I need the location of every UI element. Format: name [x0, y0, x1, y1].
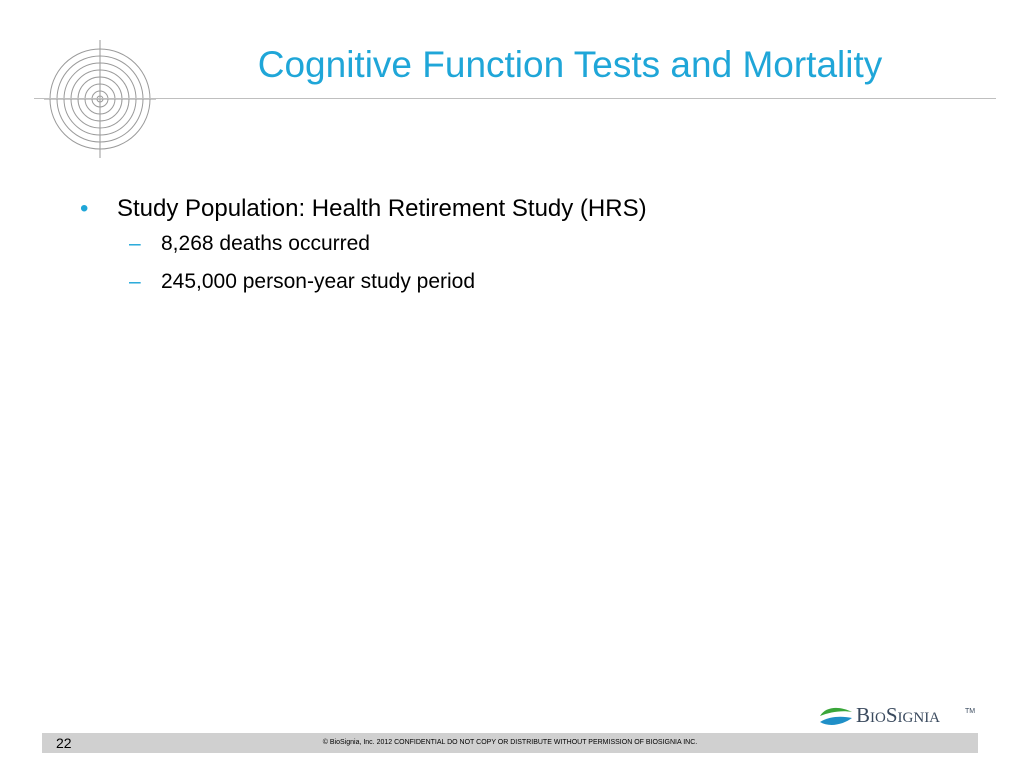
page-number: 22	[56, 735, 72, 751]
footer-bar	[42, 733, 978, 753]
logo-wordmark: BIOSIGNIA	[856, 703, 941, 727]
bullet-text: Study Population: Health Retirement Study (HRS)	[117, 195, 647, 222]
slide-title: Cognitive Function Tests and Mortality	[257, 44, 883, 85]
sub-bullet-item	[80, 229, 960, 267]
sub-bullet-text: 8,268 deaths occurred	[161, 232, 370, 255]
bullet-list	[80, 193, 960, 305]
biosignia-logo	[818, 700, 978, 734]
bullet-item	[80, 193, 960, 229]
concentric-circles-graphic	[44, 40, 156, 158]
sub-bullet-item	[80, 267, 960, 305]
sub-bullet-marker: –	[129, 270, 141, 293]
title-divider	[34, 98, 996, 99]
logo-swoosh-icon	[818, 704, 854, 732]
copyright-notice: © BioSignia, Inc. 2012 CONFIDENTIAL DO NOT COPY OR DISTRIBUTE WITHOUT PERMISSION OF BIOSIGNIA INC.	[322, 739, 698, 746]
bullet-marker: •	[80, 195, 89, 222]
sub-bullet-marker: –	[129, 232, 141, 255]
sub-bullet-text: 245,000 person-year study period	[161, 270, 476, 293]
logo-trademark: TM	[965, 708, 976, 715]
